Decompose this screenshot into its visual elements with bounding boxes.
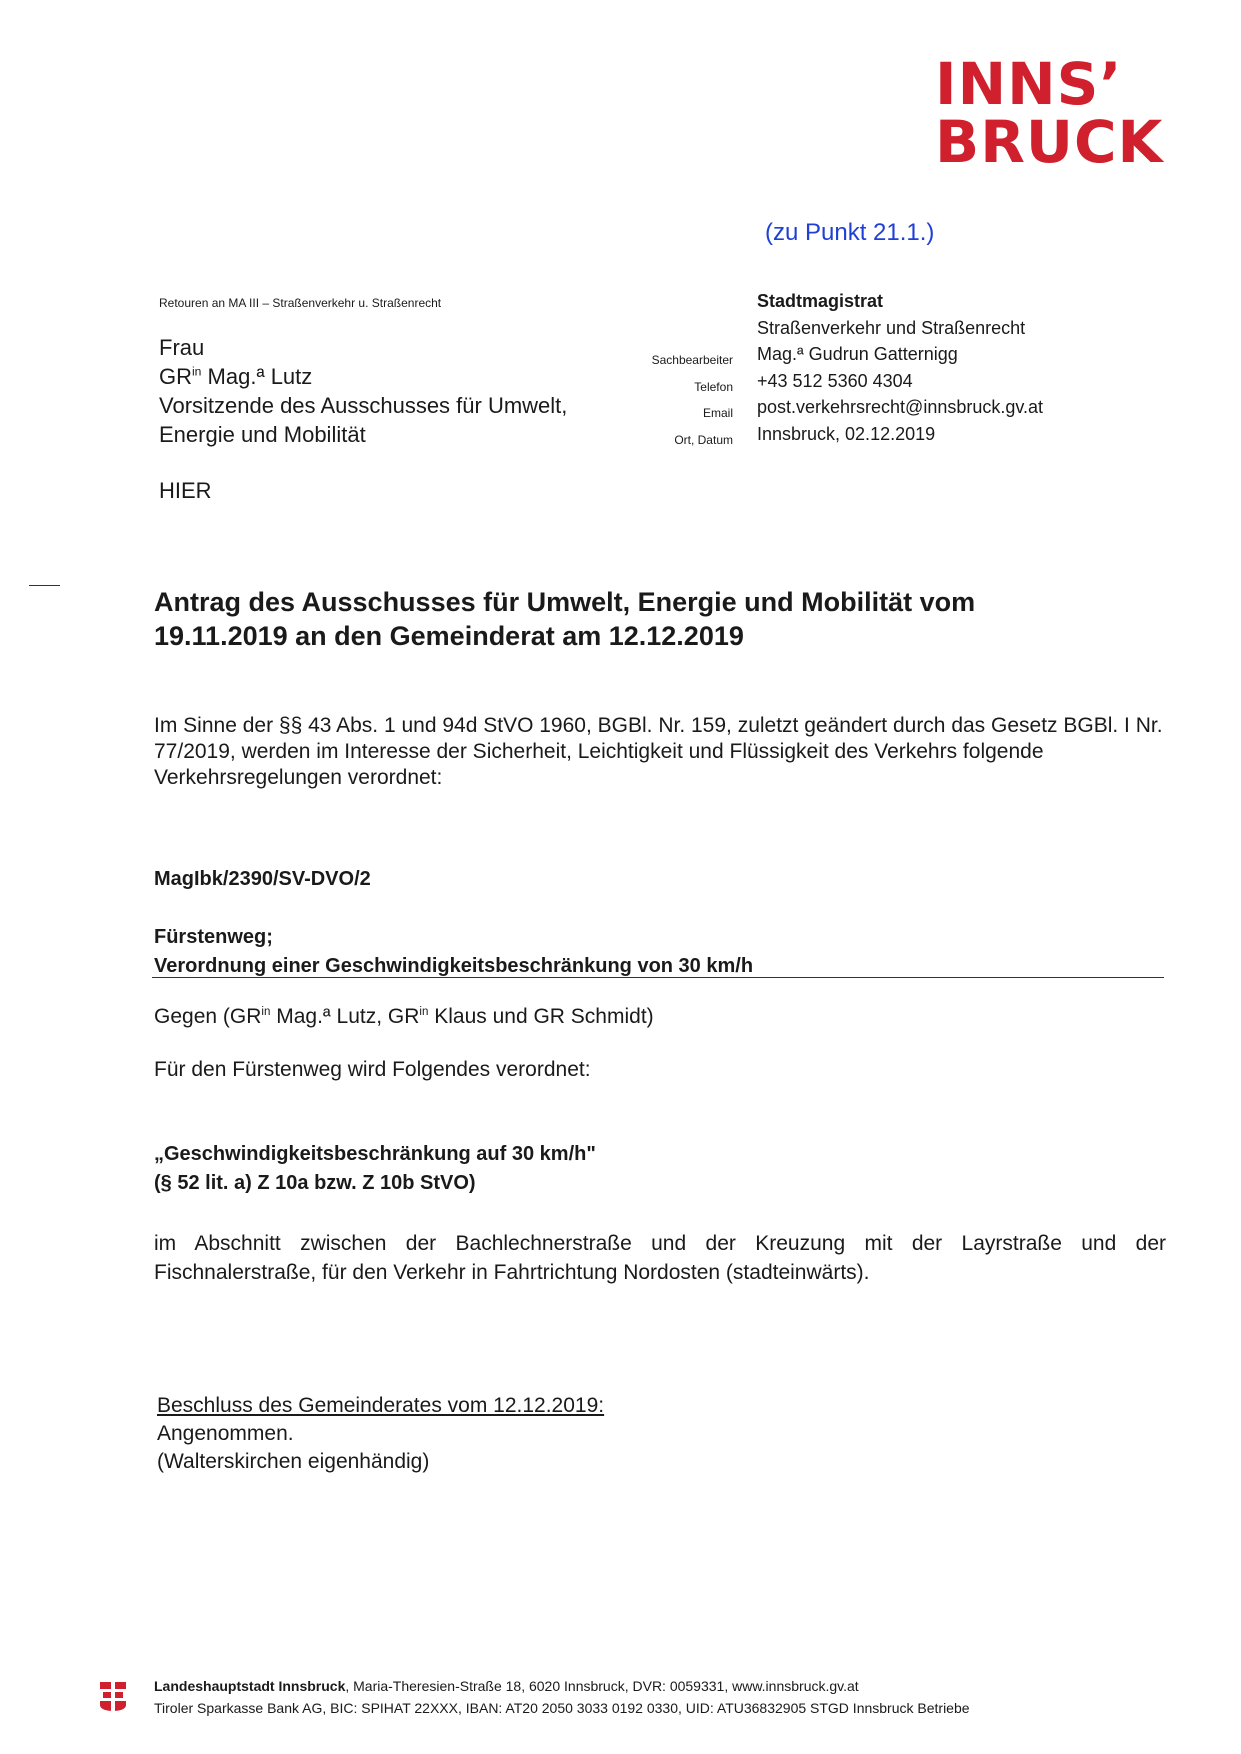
sender-labels — [600, 347, 733, 453]
sender-phone: +43 512 5360 4304 — [757, 370, 913, 391]
sign-title: „Geschwindigkeitsbeschränkung auf 30 km/h" — [154, 1143, 596, 1165]
subject-street: Fürstenweg; — [154, 926, 273, 948]
resolution-result: Angenommen. — [157, 1422, 294, 1445]
subject-title: Verordnung einer Geschwindigkeitsbeschränkung von 30 km/h — [154, 955, 754, 977]
label-place-date: Ort, Datum — [674, 432, 733, 447]
sender-office: Stadtmagistrat — [757, 291, 884, 311]
fold-mark — [29, 585, 60, 586]
subject-rule — [152, 977, 1164, 978]
footer-line-2: Tiroler Sparkasse Bank AG, BIC: SPIHAT 22XXX, IBAN: AT20 2050 3033 0192 0330, UID: ATU36832905 STGD Innsbruck Betriebe — [154, 1700, 970, 1716]
return-address: Retouren an MA III – Straßenverkehr u. Straßenrecht — [159, 296, 442, 310]
city-emblem-icon — [98, 1680, 128, 1712]
resolution-signature: (Walterskirchen eigenhändig) — [157, 1450, 430, 1473]
logo-line-2: BRUCK — [935, 108, 1164, 176]
footer-city-name: Landeshauptstadt Innsbruck — [154, 1678, 346, 1694]
recipient-role-1: Vorsitzende des Ausschusses für Umwelt, — [159, 393, 568, 418]
document-heading: Antrag des Ausschusses für Umwelt, Energie und Mobilität vom 19.11.2019 an den Gemeinderat am 12.12.2019 — [154, 587, 976, 651]
label-email: Email — [702, 406, 733, 420]
sender-department: Straßenverkehr und Straßenrecht — [757, 317, 1026, 338]
resolution-title: Beschluss des Gemeinderates vom 12.12.2019: — [157, 1394, 605, 1417]
sender-email: post.verkehrsrecht@innsbruck.gv.at — [757, 397, 1044, 417]
traffic-sign-block — [154, 1140, 596, 1198]
resolution-block — [157, 1392, 604, 1476]
footer-line-1: Landeshauptstadt Innsbruck, Maria-Theresien-Straße 18, 6020 Innsbruck, DVR: 0059331, www.innsbruck.gv.at — [154, 1678, 859, 1694]
innsbruck-logo — [935, 50, 1170, 176]
agenda-point-note: (zu Punkt 21.1.) — [765, 219, 935, 246]
sender-clerk: Mag.ª Gudrun Gatternigg — [757, 344, 958, 364]
recipient-location: HIER — [159, 478, 212, 503]
section-description: im Abschnitt zwischen der Bachlechnerstraße und der Kreuzung mit der Layrstraße und der Fischnalerstraße, für den Verkehr in Fahrtrichtung Nordosten (stadteinwärts). — [154, 1232, 1166, 1284]
recipient-name: $GR^{in}$ Mag.ª Lutz — [159, 364, 313, 389]
label-clerk: Sachbearbeiter — [651, 353, 733, 367]
recipient-salutation: Frau — [159, 335, 205, 360]
ordinance-intro: Für den Fürstenweg wird Folgendes verordnet: — [154, 1058, 591, 1081]
sign-legal-basis: (§ 52 lit. a) Z 10a bzw. Z 10b StVO) — [154, 1172, 476, 1194]
recipient-role-2: Energie und Mobilität — [159, 422, 366, 447]
intro-paragraph: Im Sinne der §§ 43 Abs. 1 und 94d StVO 1960, BGBl. Nr. 159, zuletzt geändert durch das Gesetz BGBl. I Nr. 77/2019, werden im Interesse der Sicherheit, Leichtigkeit und Flüssigkeit des Verkehrs folgende Verkehrsregelungen verordnet: — [154, 714, 1163, 789]
subject-block — [154, 923, 753, 981]
logo-line-1: INNS’ — [935, 50, 1123, 118]
sender-place-date: Innsbruck, 02.12.2019 — [757, 423, 936, 444]
votes-against: Gegen ($GR^{in}$ Mag.ª Lutz, $GR^{in}$ Klaus und GR Schmidt) — [154, 1005, 654, 1028]
reference-number: MagIbk/2390/SV-DVO/2 — [154, 868, 371, 890]
label-phone: Telefon — [694, 379, 733, 394]
recipient-block — [159, 333, 567, 449]
footer — [154, 1675, 970, 1719]
sender-values — [757, 288, 1043, 447]
